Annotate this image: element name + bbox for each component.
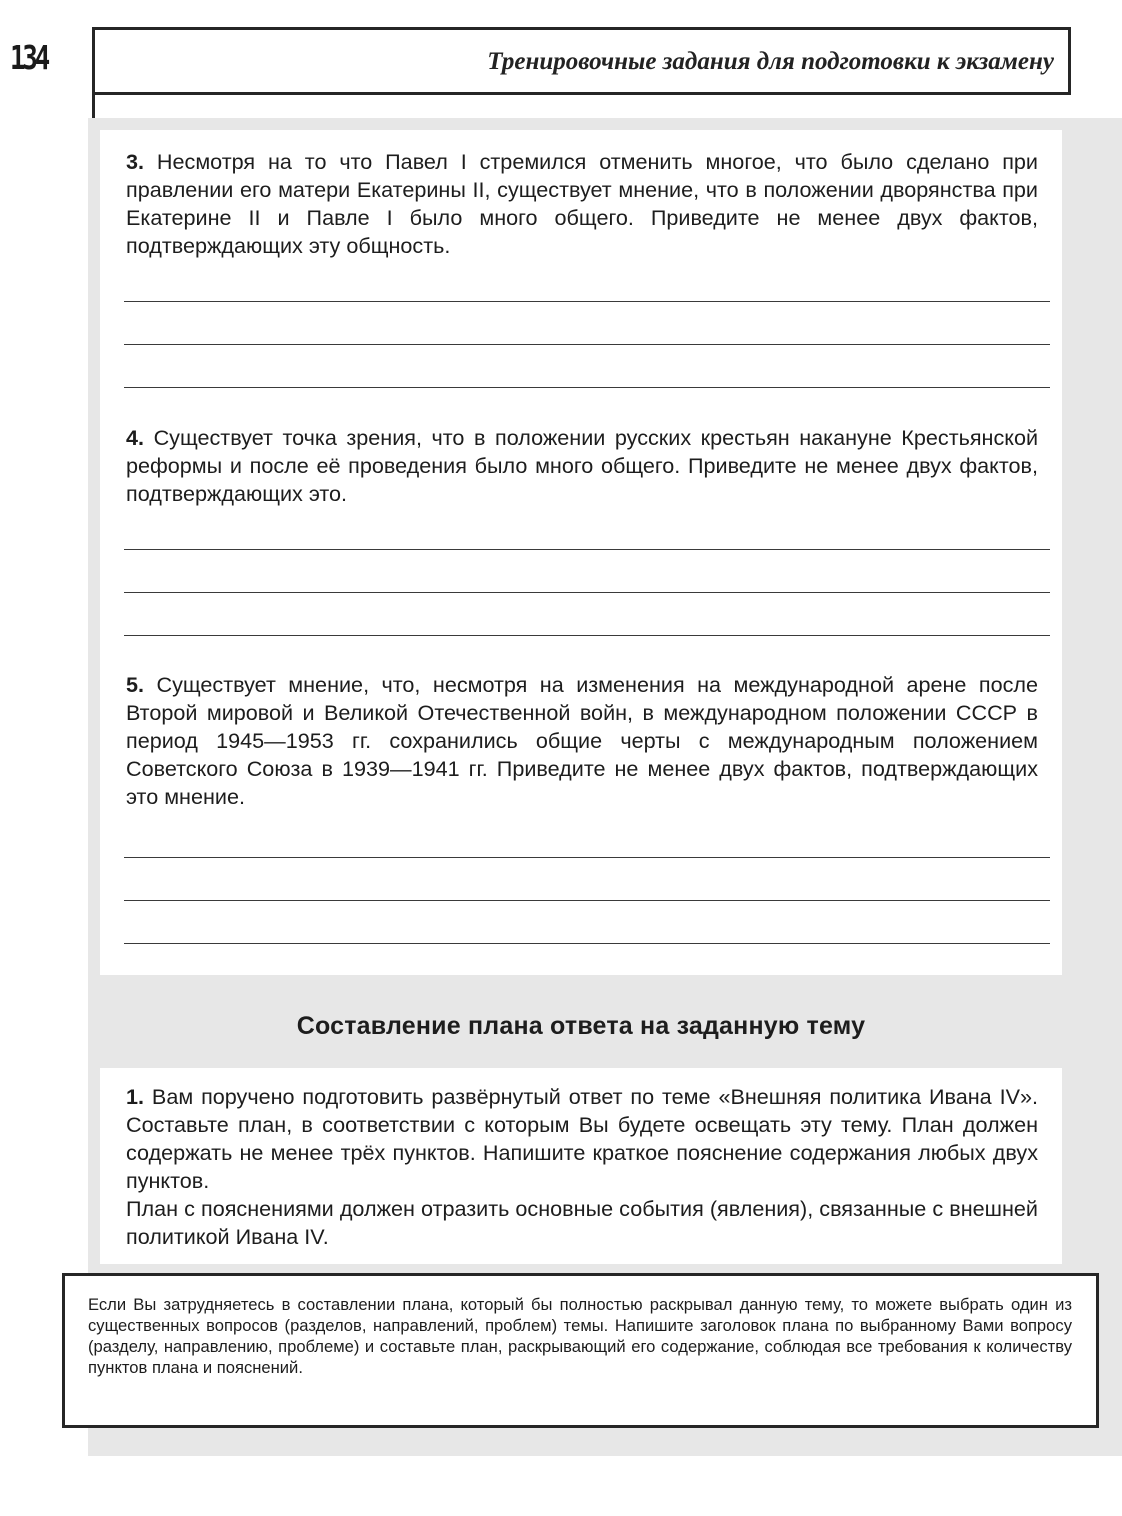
- answer-line[interactable]: [124, 635, 1050, 636]
- task-3: [126, 148, 1038, 260]
- task-4: [126, 424, 1038, 508]
- answer-line[interactable]: [124, 592, 1050, 593]
- answer-line[interactable]: [124, 387, 1050, 388]
- answer-line[interactable]: [124, 857, 1050, 858]
- task-number: 1.: [126, 1084, 145, 1109]
- answer-line[interactable]: [124, 900, 1050, 901]
- answer-line[interactable]: [124, 943, 1050, 944]
- task-text: Существует точка зрения, что в положении русских крестьян накануне Крестьянской реформы и после её проведения было много общего. Приведите не менее двух фактов, подтверждающих это.: [126, 425, 1039, 506]
- answer-line[interactable]: [124, 301, 1050, 302]
- page-number: 134: [10, 38, 48, 77]
- task-text: Вам поручено подготовить развёрнутый ответ по теме «Внешняя политика Ивана IV». Составьте план, в соответствии с которым Вы будете освещать эту тему. План должен содержать не менее трёх пунктов. Напишите краткое пояснение содержания любых двух пунктов.: [126, 1084, 1038, 1193]
- task-number: 3.: [126, 149, 145, 174]
- task-text: Существует мнение, что, несмотря на изменения на международной арене после Второй мировой и Великой Отечественной войн, в международном положении СССР в период 1945—1953 гг. сохранились общие черты с международным положением Советского Союза в 1939—1941 гг. Приведите не менее двух фактов, подтверждающих это мнение.: [126, 672, 1039, 809]
- answer-line[interactable]: [124, 344, 1050, 345]
- task-text-continued: План с пояснениями должен отразить основные события (явления), связанные с внешней политикой Ивана IV.: [126, 1196, 1038, 1249]
- task-number: 4.: [126, 425, 145, 450]
- running-title: Тренировочные задания для подготовки к экзамену: [487, 48, 1054, 75]
- plan-task-1: [126, 1083, 1038, 1251]
- task-text: Несмотря на то что Павел I стремился отменить многое, что было сделано при правлении его матери Екатерины II, существует мнение, что в положении дворянства при Екатерине II и Павле I было много общего. Приведите не менее двух фактов, подтверждающих эту общность.: [126, 149, 1038, 258]
- task-number: 5.: [126, 672, 145, 697]
- section-heading: Составление плана ответа на заданную тему: [296, 1012, 866, 1040]
- hint-text: Если Вы затрудняетесь в составлении плана, который бы полностью раскрывал данную тему, то можете выбрать один из существенных вопросов (разделов, направлений, проблем) темы. Напишите заголовок плана по выбранному Вами вопросу (разделу, направлению, проблеме) и составьте план, раскрывающий его содержание, соблюдая все требования к количеству пунктов плана и пояснений.: [88, 1295, 1072, 1377]
- answer-line[interactable]: [124, 549, 1050, 550]
- task-5: [126, 671, 1038, 811]
